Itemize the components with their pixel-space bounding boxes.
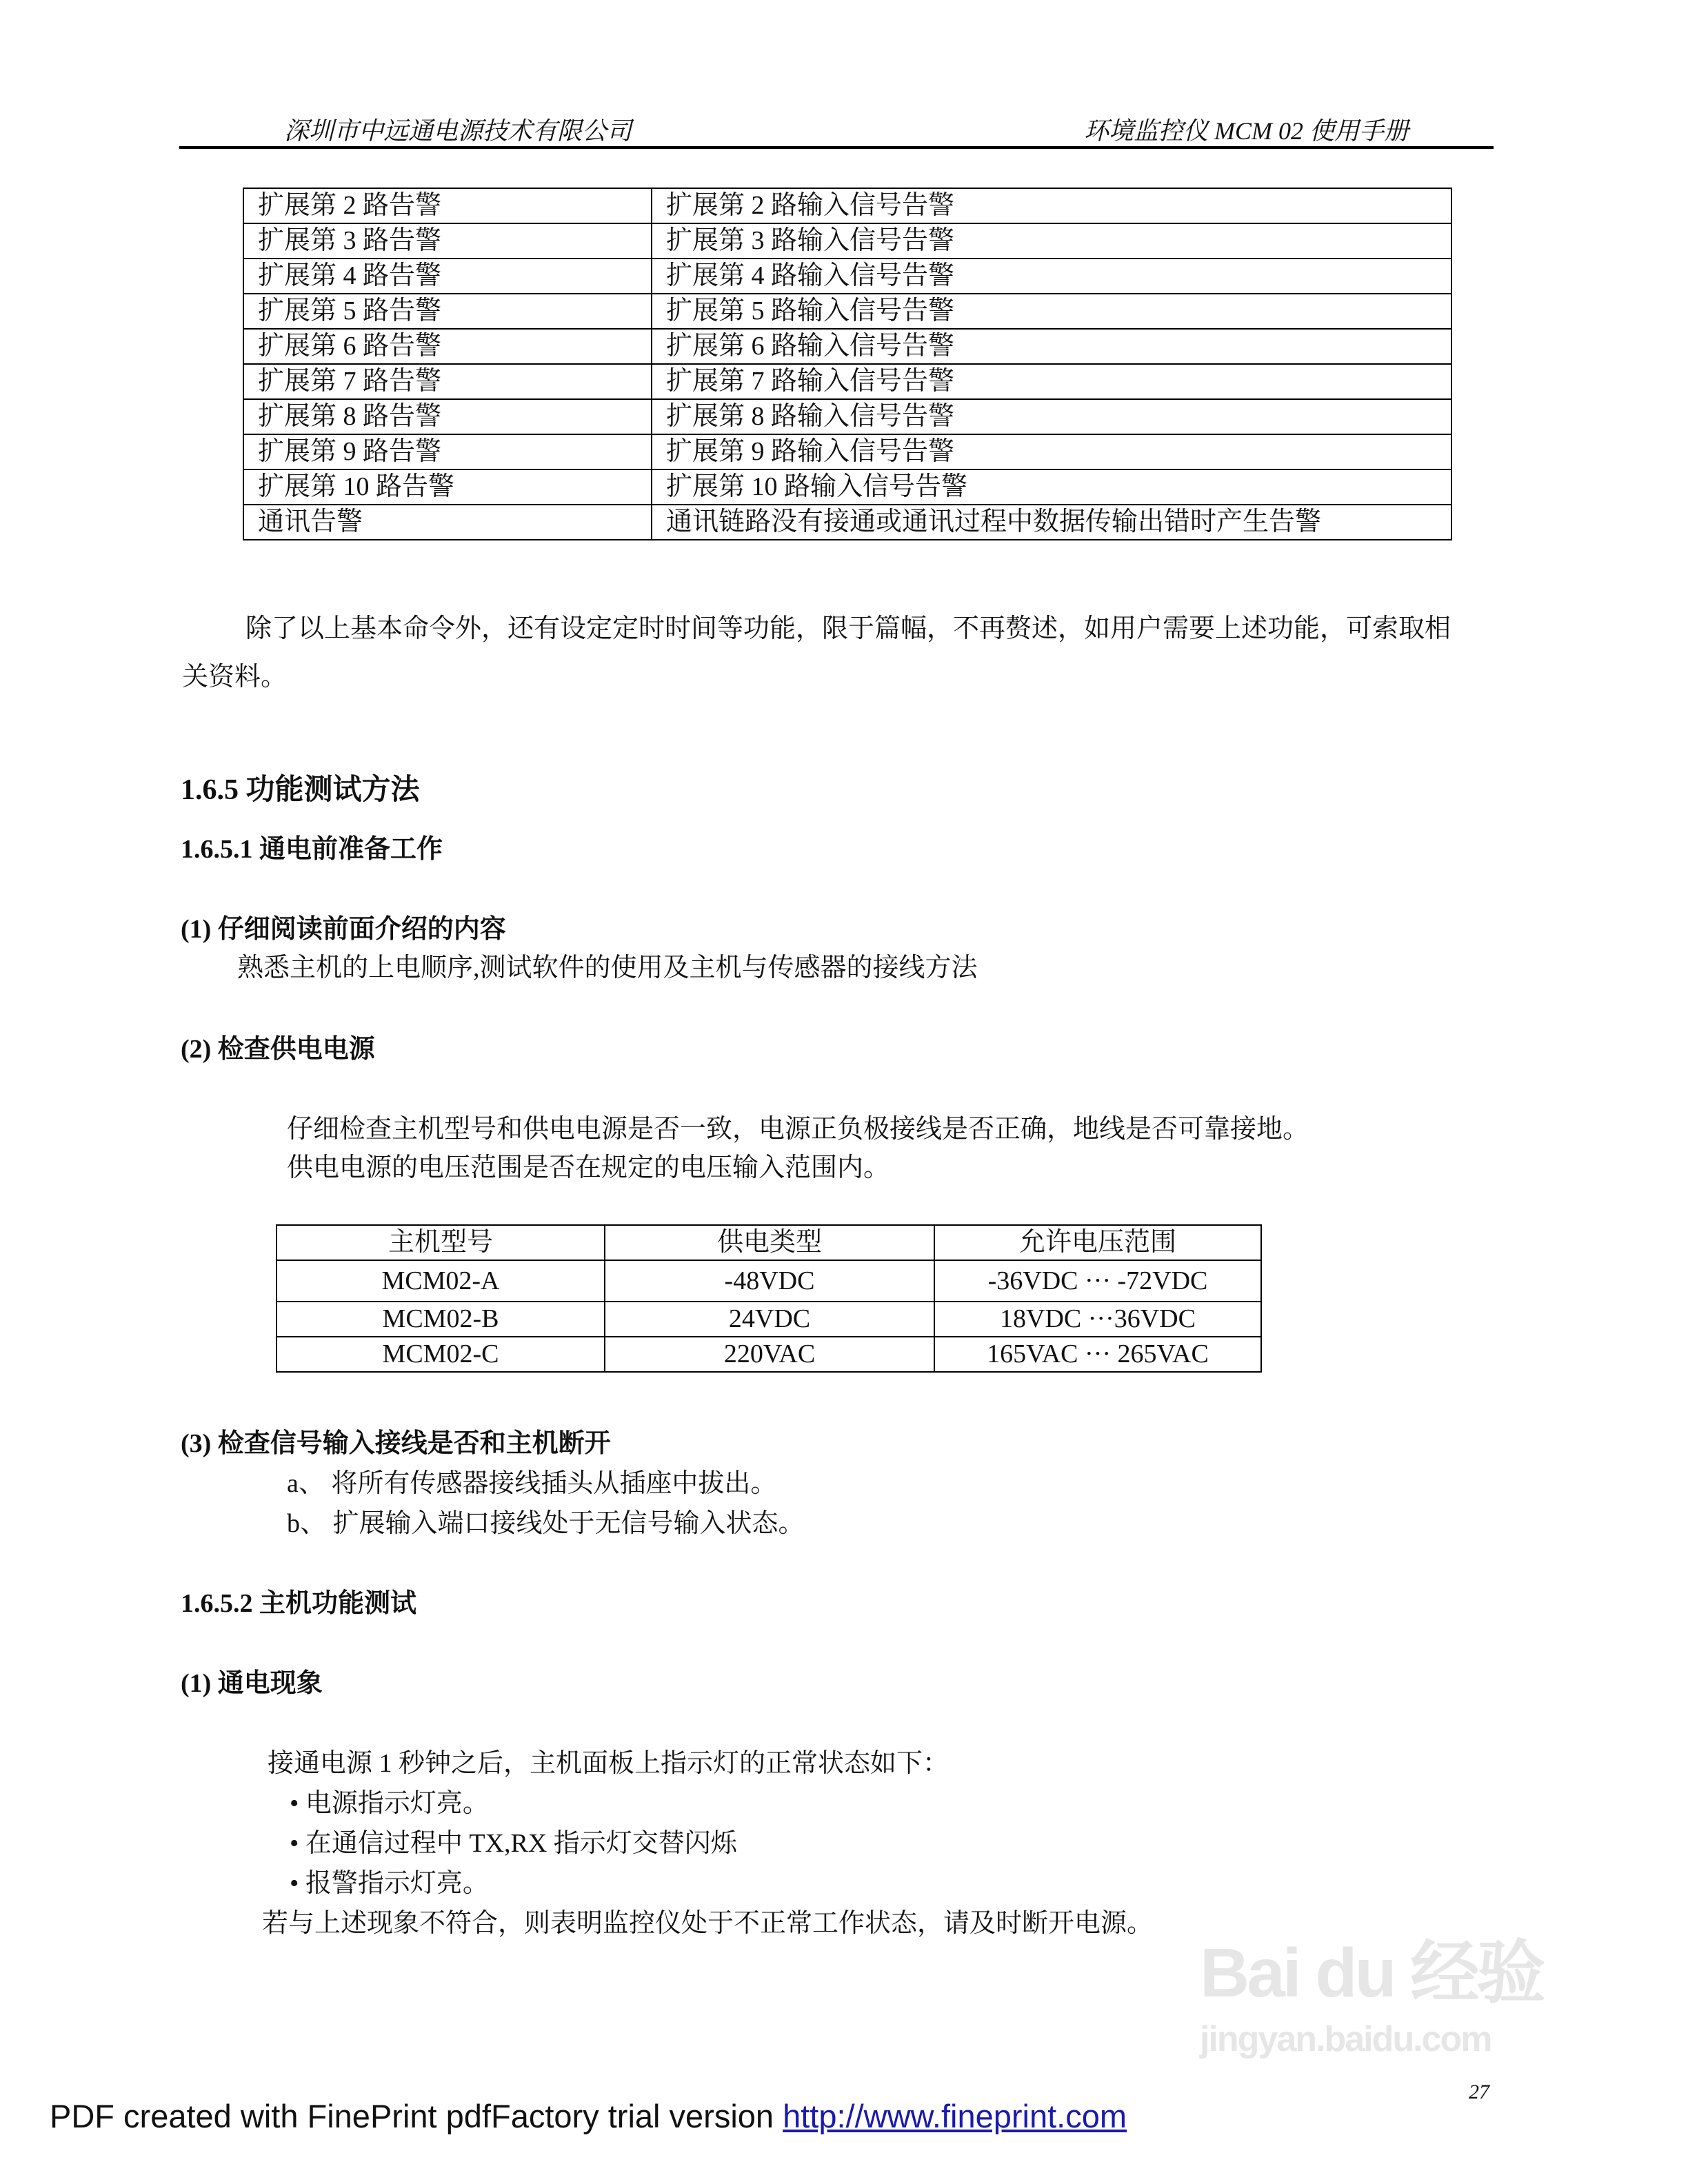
section-heading-1-6-5-1: 1.6.5.1 通电前准备工作 — [181, 835, 443, 864]
alarm-desc: 通讯链路没有接通或通讯过程中数据传输出错时产生告警 — [652, 505, 1451, 540]
table-row — [277, 1337, 1261, 1372]
alarm-desc: 扩展第 9 路输入信号告警 — [652, 434, 1451, 469]
supply-cell: -48VDC — [605, 1260, 934, 1302]
fineprint-link[interactable]: http://www.fineprint.com — [783, 2098, 1127, 2134]
step-text: 熟悉主机的上电顺序,测试软件的使用及主机与传感器的接线方法 — [237, 953, 978, 982]
column-header: 供电类型 — [605, 1225, 934, 1260]
alarm-table — [243, 188, 1452, 540]
list-item-text: 电源指示灯亮。 — [305, 1789, 489, 1818]
list-item — [290, 1781, 489, 1819]
alarm-desc: 扩展第 6 路输入信号告警 — [652, 329, 1451, 364]
alarm-name: 扩展第 8 路告警 — [243, 399, 652, 434]
footer-text: PDF created with FinePrint pdfFactory trial version — [50, 2098, 783, 2134]
range-cell: 165VAC ··· 265VAC — [934, 1337, 1261, 1372]
table-row — [243, 434, 1451, 469]
section-heading-1-6-5-2: 1.6.5.2 主机功能测试 — [181, 1589, 417, 1618]
column-header: 主机型号 — [277, 1225, 605, 1260]
table-row — [243, 505, 1451, 540]
intro-paragraph-line1: 除了以上基本命令外，还有设定定时时间等功能，限于篇幅，不再赘述，如用户需要上述功能，可索取相 — [245, 614, 1451, 643]
alarm-desc: 扩展第 7 路输入信号告警 — [652, 364, 1451, 399]
pdf-footer — [50, 2097, 1127, 2135]
bullet-icon: • — [290, 1789, 299, 1818]
step-text: 仔细检查主机型号和供电电源是否一致，电源正负极接线是否正确，地线是否可靠接地。 — [287, 1115, 1309, 1144]
table-row — [243, 223, 1451, 259]
watermark-logo: Bai du 经验 — [1200, 1934, 1543, 2012]
list-item-text: 报警指示灯亮。 — [305, 1869, 489, 1898]
table-row — [243, 469, 1451, 505]
table-row — [277, 1302, 1261, 1337]
alarm-name: 扩展第 4 路告警 — [243, 259, 652, 294]
alarm-desc: 扩展第 8 路输入信号告警 — [652, 399, 1451, 434]
range-cell: -36VDC ··· -72VDC — [934, 1260, 1261, 1302]
alarm-name: 通讯告警 — [243, 505, 652, 540]
model-cell: MCM02-A — [277, 1260, 605, 1302]
baidu-watermark — [1200, 1934, 1572, 2076]
column-header: 允许电压范围 — [934, 1225, 1261, 1260]
alarm-desc: 扩展第 4 路输入信号告警 — [652, 259, 1451, 294]
step-heading: (1) 仔细阅读前面介绍的内容 — [181, 915, 506, 944]
step-text: a、 将所有传感器接线插头从插座中拔出。 — [287, 1469, 777, 1498]
header-company: 深圳市中远通电源技术有限公司 — [284, 117, 632, 145]
range-cell: 18VDC ···36VDC — [934, 1302, 1261, 1337]
table-row — [243, 259, 1451, 294]
alarm-name: 扩展第 7 路告警 — [243, 364, 652, 399]
table-header-row — [277, 1225, 1261, 1260]
alarm-desc: 扩展第 10 路输入信号告警 — [652, 469, 1451, 505]
alarm-desc: 扩展第 3 路输入信号告警 — [652, 223, 1451, 259]
supply-cell: 220VAC — [605, 1337, 934, 1372]
header-manual-title: 环境监控仪 MCM 02 使用手册 — [1084, 117, 1409, 145]
step-text: 接通电源 1 秒钟之后，主机面板上指示灯的正常状态如下： — [268, 1749, 950, 1778]
header-divider — [179, 146, 1494, 149]
model-cell: MCM02-C — [277, 1337, 605, 1372]
step-text: b、 扩展输入端口接线处于无信号输入状态。 — [287, 1509, 805, 1538]
table-row — [243, 294, 1451, 329]
page-number: 27 — [1469, 2081, 1489, 2103]
step-heading: (1) 通电现象 — [181, 1669, 323, 1698]
supply-cell: 24VDC — [605, 1302, 934, 1337]
bullet-icon: • — [290, 1869, 299, 1898]
bullet-icon: • — [290, 1829, 299, 1858]
table-row — [243, 364, 1451, 399]
step-heading: (3) 检查信号输入接线是否和主机断开 — [181, 1429, 611, 1458]
watermark-url: jingyan.baidu.com — [1200, 2019, 1491, 2059]
table-row — [243, 399, 1451, 434]
alarm-desc: 扩展第 2 路输入信号告警 — [652, 188, 1451, 223]
step-text: 供电电源的电压范围是否在规定的电压输入范围内。 — [287, 1153, 890, 1182]
table-row — [243, 188, 1451, 223]
step-heading: (2) 检查供电电源 — [181, 1035, 375, 1064]
alarm-name: 扩展第 5 路告警 — [243, 294, 652, 329]
alarm-name: 扩展第 3 路告警 — [243, 223, 652, 259]
list-item — [290, 1821, 737, 1859]
alarm-name: 扩展第 2 路告警 — [243, 188, 652, 223]
alarm-name: 扩展第 6 路告警 — [243, 329, 652, 364]
alarm-name: 扩展第 9 路告警 — [243, 434, 652, 469]
alarm-desc: 扩展第 5 路输入信号告警 — [652, 294, 1451, 329]
model-cell: MCM02-B — [277, 1302, 605, 1337]
list-item-text: 在通信过程中 TX,RX 指示灯交替闪烁 — [305, 1829, 737, 1858]
power-table — [276, 1224, 1262, 1373]
section-heading-1-6-5: 1.6.5 功能测试方法 — [181, 774, 420, 806]
table-row — [243, 329, 1451, 364]
intro-paragraph-line2: 关资料。 — [182, 663, 288, 691]
step-text: 若与上述现象不符合，则表明监控仪处于不正常工作状态，请及时断开电源。 — [262, 1909, 1154, 1938]
table-row — [277, 1260, 1261, 1302]
alarm-name: 扩展第 10 路告警 — [243, 469, 652, 505]
list-item — [290, 1861, 489, 1899]
